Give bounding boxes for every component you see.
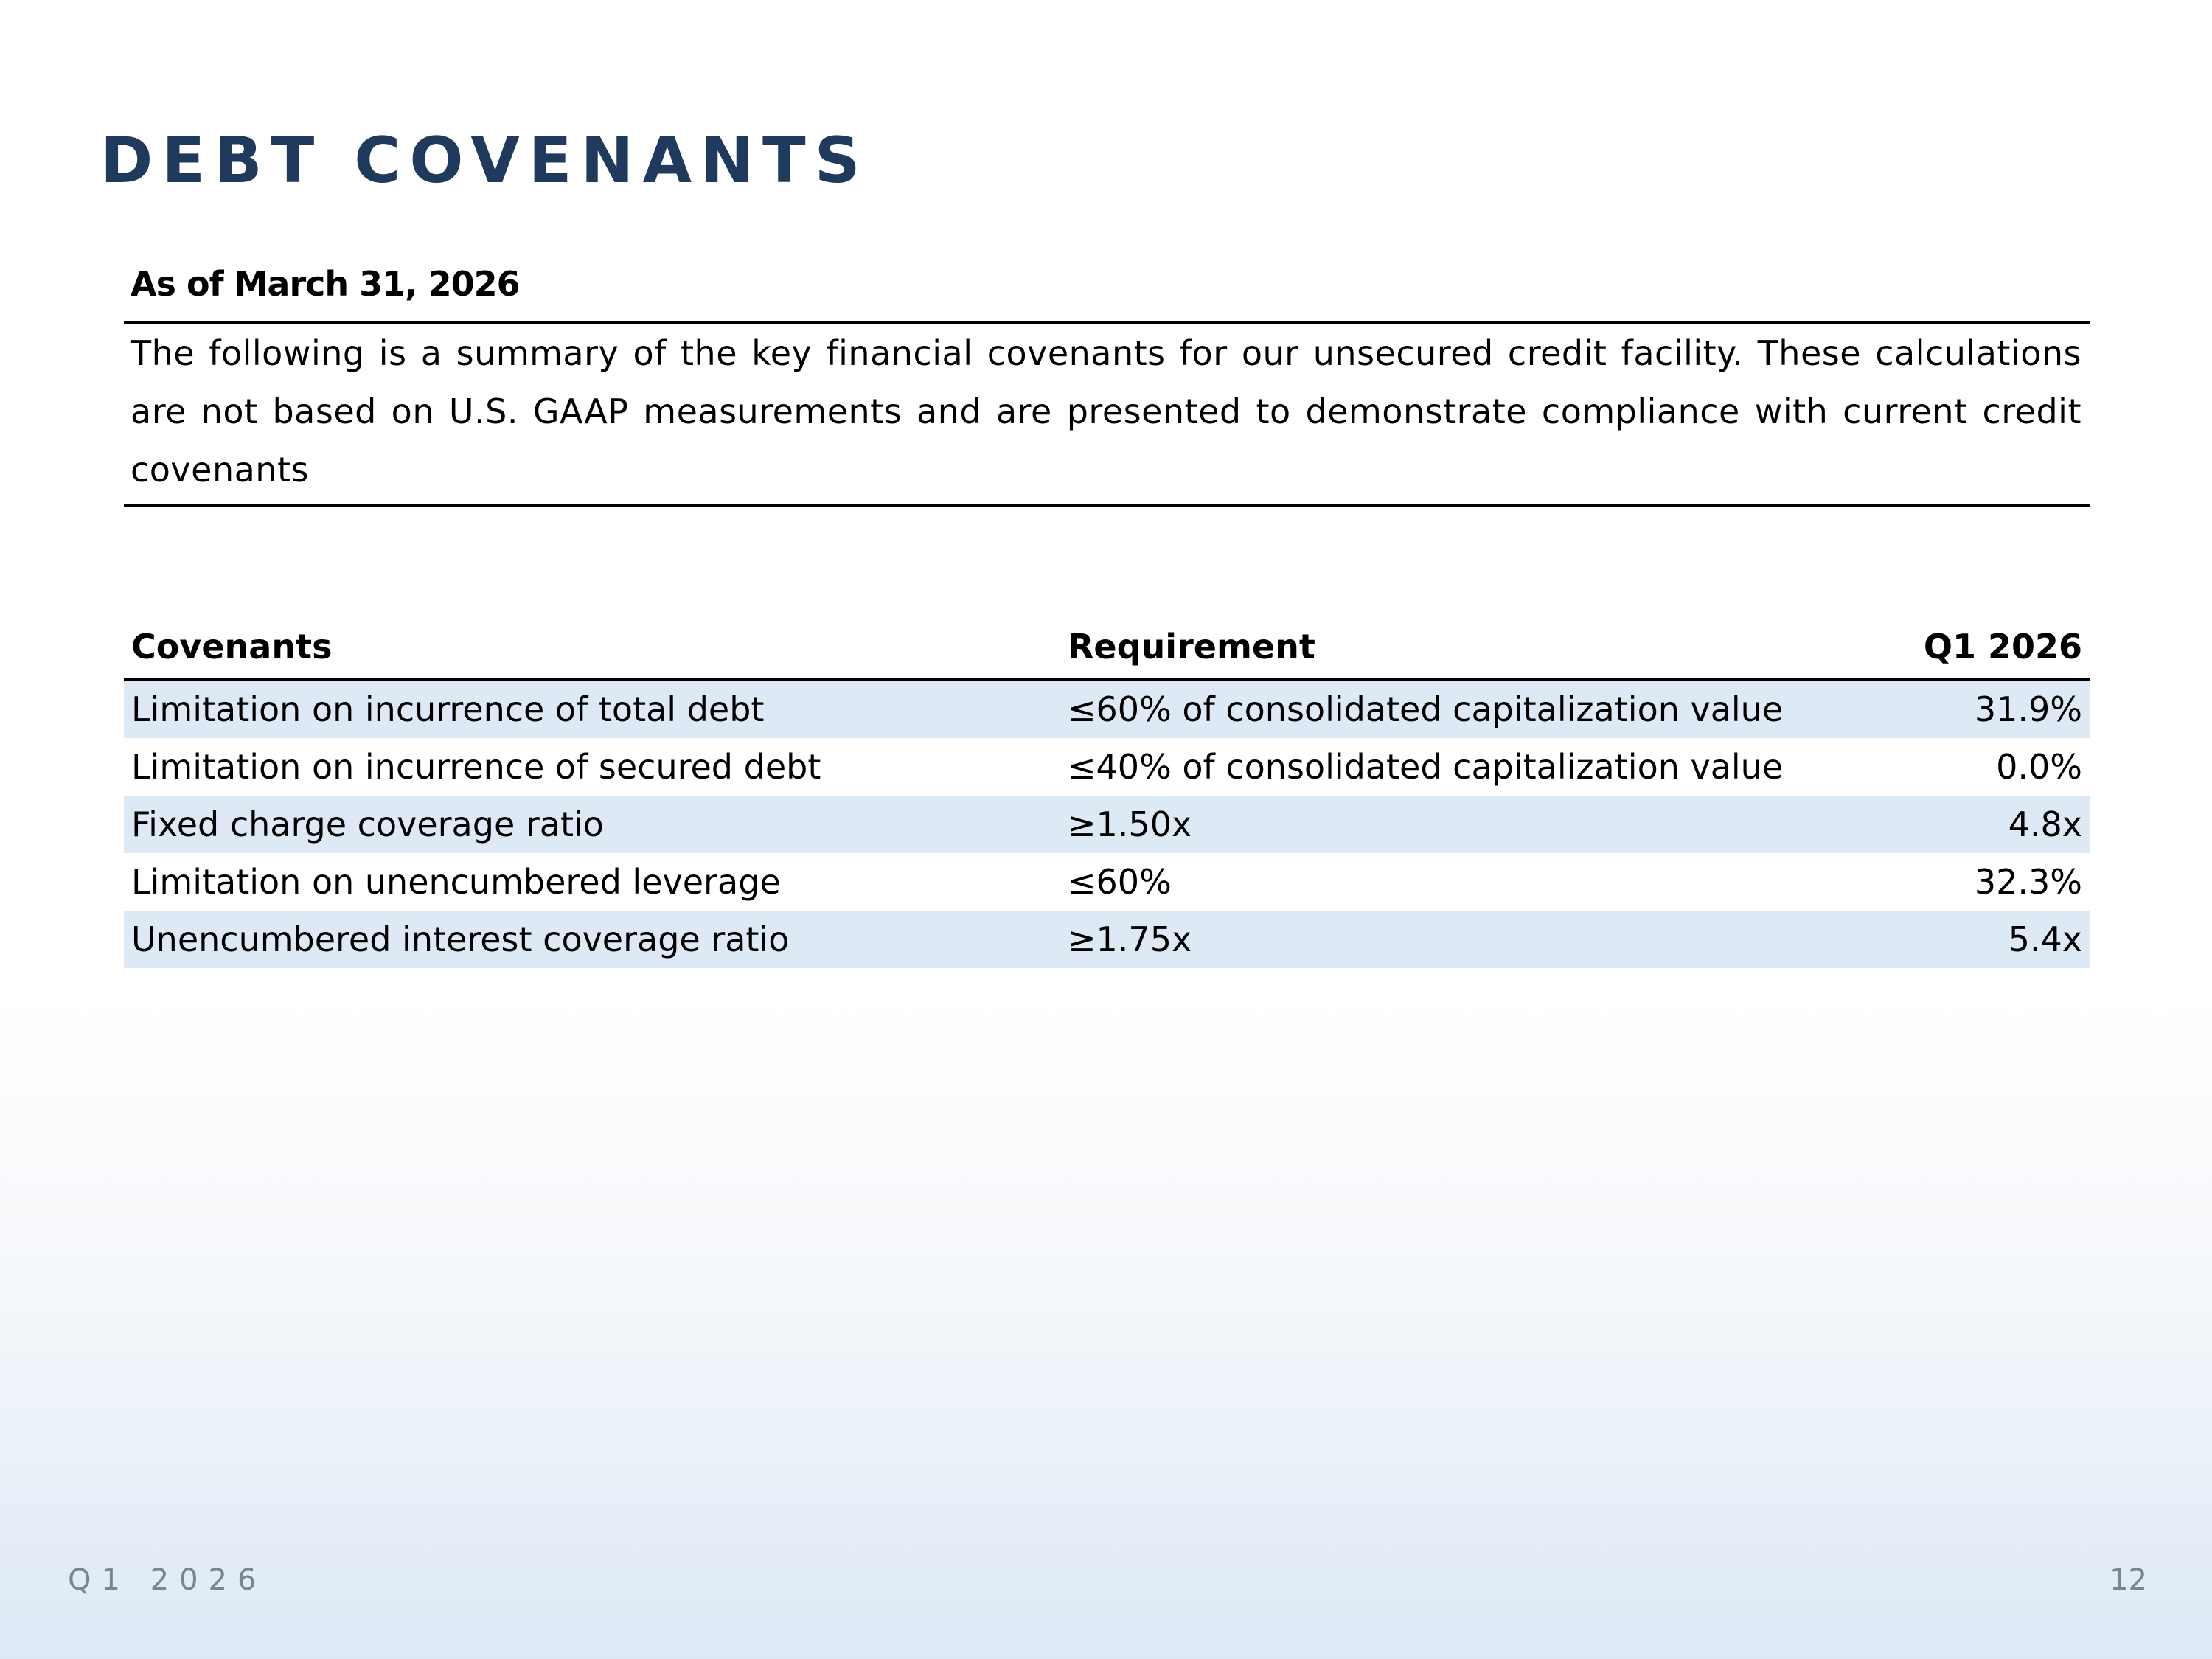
covenant-cell: Unencumbered interest coverage ratio <box>124 911 1060 968</box>
table-row <box>124 796 2090 853</box>
value-cell: 0.0% <box>1996 747 2082 787</box>
summary-text: The following is a summary of the key financial covenants for our unsecured credit facility. These calculations are not based on U.S. GAAP measurements and are presented to demonstrate compliance with current credit covenants <box>131 333 2081 490</box>
covenant-cell: Limitation on incurrence of total debt <box>124 679 1060 738</box>
requirement-cell: ≤60% of consolidated capitalization value <box>1060 679 1886 738</box>
header-requirement: Requirement <box>1060 616 1886 679</box>
requirement-cell: ≥1.75x <box>1060 911 1886 968</box>
header-period: Q1 2026 <box>1886 616 2090 679</box>
table-row <box>124 679 2090 738</box>
requirement-cell: ≥1.50x <box>1060 796 1886 853</box>
as-of-date: As of March 31, 2026 <box>131 264 520 304</box>
table-row <box>124 911 2090 968</box>
footer-period: Q1 2026 <box>68 1563 267 1597</box>
covenant-cell: Fixed charge coverage ratio <box>124 796 1060 853</box>
divider-bottom <box>124 504 2090 507</box>
covenant-cell: Limitation on unencumbered leverage <box>131 862 781 902</box>
page-number: 12 <box>2110 1563 2147 1597</box>
value-cell: 5.4x <box>1886 911 2090 968</box>
table-row <box>124 853 2090 911</box>
table-row <box>124 738 2090 796</box>
value-cell: 4.8x <box>1886 796 2090 853</box>
covenant-cell: Limitation on incurrence of secured debt <box>131 747 821 787</box>
page-title: DEBT COVENANTS <box>100 124 869 198</box>
requirement-cell: ≤40% of consolidated capitalization value <box>1068 747 1784 787</box>
covenants-table <box>124 616 2090 968</box>
value-cell: 32.3% <box>1974 862 2082 902</box>
table-header-row <box>124 616 2090 679</box>
requirement-cell: ≤60% <box>1068 862 1172 902</box>
header-covenants: Covenants <box>124 616 1060 679</box>
value-cell: 31.9% <box>1886 679 2090 738</box>
